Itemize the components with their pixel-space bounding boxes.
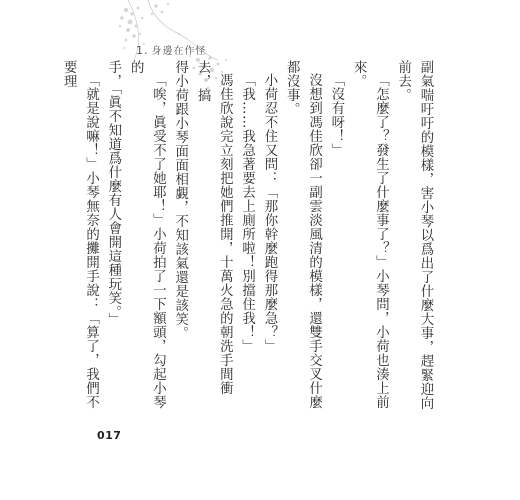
paragraph: 「唉，眞受不了她耶！」小荷拍了一下額頭，勾起小琴的 [128, 60, 166, 410]
chapter-title-text: 身邊在作怪 [151, 46, 207, 57]
chapter-title [136, 42, 207, 57]
paragraph: 「我……我急著要去上廁所啦！別擋住我！」 [239, 73, 255, 354]
paragraph: 「沒有呀！」 [328, 73, 344, 158]
paragraph: 「就是說嘛！」小琴無奈的攤開手說：「算了，我們不要理 [61, 60, 99, 410]
page-number: 017 [97, 429, 122, 442]
paragraph: 沒想到馮佳欣卻一副雲淡風清的模樣，還雙手交叉什麼都沒事。 [284, 60, 322, 410]
body-text [57, 60, 436, 420]
paragraph: 得小荷跟小琴面面相覷，不知該氣還是該笑。 [172, 60, 188, 340]
paragraph: 馮佳欣說完立刻把她們推開，十萬火急的朝洗手間衝去，搞 [195, 60, 233, 396]
paragraph: 手，「眞不知道爲什麼有人會開這種玩笑。」 [105, 60, 121, 327]
chapter-number: 1. [136, 44, 149, 57]
paragraph: 副氣喘吁吁的模樣，害小琴以爲出了什麼大事，趕緊迎向前去。 [395, 60, 433, 410]
paragraph: 小荷忍不住又問：「那你幹麼跑得那麼急？」 [261, 73, 277, 354]
paragraph: 「怎麼了？發生了什麼事了？」小琴問，小荷也湊上前來。 [351, 60, 389, 410]
